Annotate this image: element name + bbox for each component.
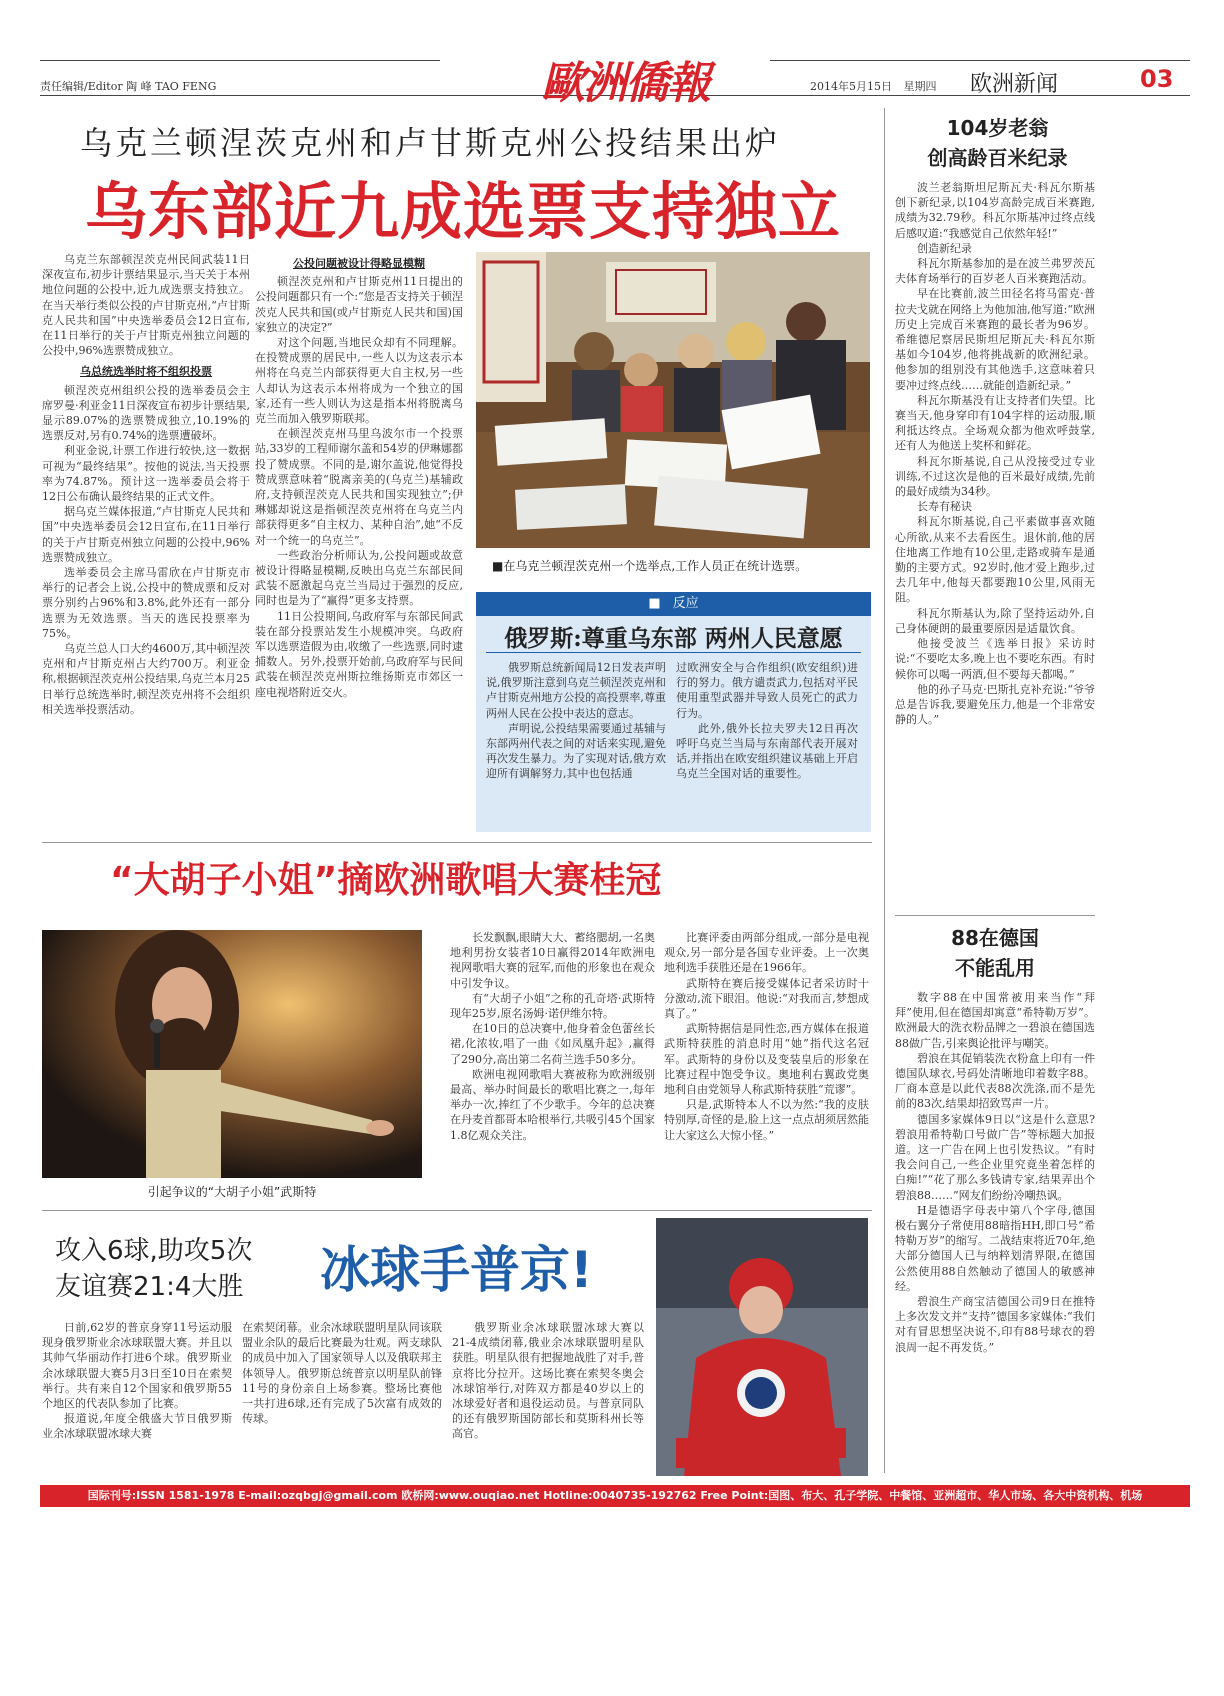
lead-col2-para: 顿涅茨克州和卢甘斯克州11日提出的公投问题都只有一个:“您是否支持关于顿涅茨克人民共和国(或卢甘斯克人民共和国)国家独立的决定?” xyxy=(255,275,463,334)
story-104-para: 科瓦尔斯基认为,除了坚持运动外,自己身体硬朗的最重要原因是适量饮食。 xyxy=(895,606,1095,635)
lead-photo-caption: ■在乌克兰顿涅茨克州一个选举点,工作人员正在统计选票。 xyxy=(492,559,808,573)
lead-col1-para: 据乌克兰媒体报道,“卢甘斯克人民共和国”中央选举委员会12日宣布,在11日举行的关于卢甘斯克州独立问题的公投中,96%选票赞成独立。 xyxy=(42,505,250,564)
story-104-subhead xyxy=(895,241,1095,256)
reaction-column-1 xyxy=(486,660,666,782)
lead-col2-subhead: 公投问题被设计得略显模糊 xyxy=(293,257,425,270)
conchita-photo-caption: 引起争议的“大胡子小姐”武斯特 xyxy=(147,1185,317,1199)
story-104-subhead-text: 长寿有秘诀 xyxy=(917,500,972,514)
putin-col1-para: 报道说,年度全俄盛大节日俄罗斯业余冰球联盟冰球大赛 xyxy=(42,1412,232,1441)
putin-column-3 xyxy=(452,1320,644,1442)
putin-subhead-line-1: 攻入6球,助攻5次 xyxy=(55,1236,253,1266)
reaction-col2-para: 此外,俄外长拉夫罗夫12日再次呼吁乌克兰当局与东南部代表开展对话,并指出在欧安组织建议基础上开启乌克兰全国对话的重要性。 xyxy=(676,721,858,781)
conchita-col2-para: 只是,武斯特本人不以为然:“我的皮肤特别厚,奇怪的是,脸上这一点点胡须居然能让大家这么大惊小怪。” xyxy=(664,1098,869,1142)
section-rule-putin xyxy=(42,1210,872,1211)
putin-col3-para: 俄罗斯业余冰球联盟冰球大赛以21-4成绩闭幕,俄业余冰球联盟明星队获胜。明星队很有把握地战胜了对手,普京将比分拉开。这场比赛在索契冬奥会冰球馆举行,对阵双方都是40岁以上的冰球爱好者和退役运动员。与普京同队的还有俄罗斯国防部长和莫斯科州长等高官。 xyxy=(452,1321,644,1441)
reaction-tag-label: 反应 xyxy=(672,596,699,611)
right-column-divider xyxy=(884,108,885,1473)
lead-headline: 乌东部近九成选票支持独立 xyxy=(85,175,842,248)
reaction-col1-para: 声明说,公投结果需要通过基辅与东部两州代表之间的对话来实现,避免再次发生暴力。为了实现对话,俄方欢迎所有调解努力,其中也包括通 xyxy=(486,721,666,781)
story-104-para: 他的孙子马克·巴斯扎克补充说:“爷爷总是告诉我,要避免压力,他是一个非常安静的人。” xyxy=(895,682,1095,727)
lead-col1-para: 乌克兰东部顿涅茨克州民间武装11日深夜宣布,初步计票结果显示,当天关于本州地位问题的公投中,近九成选票支持独立。在当天举行类似公投的卢甘斯克州,“卢甘斯克人民共和国”中央选举委员会12日宣布,在11日举行的关于卢甘斯克州独立问题的公投中,96%选票赞成独立。 xyxy=(42,253,250,358)
lead-col1-para: 利亚金说,计票工作进行较快,这一数据可视为“最终结果”。按他的说法,当天投票率为74.87%。预计这一选举委员会将于12日公布确认最终结果的正式文件。 xyxy=(42,444,250,504)
page-number: 03 xyxy=(1140,65,1174,93)
story-88-para: 碧浪在其促销装洗衣粉盒上印有一件德国队球衣,号码处清晰地印着数字88。厂商本意是以此代表88次洗涤,而不是先前的83次,结果却招致骂声一片。 xyxy=(895,1051,1095,1111)
reaction-rule xyxy=(486,652,861,653)
conchita-col1-para: 在10日的总决赛中,他身着金色蕾丝长裙,化浓妆,唱了一曲《如凤凰升起》,赢得了290分,高出第二名荷兰选手50多分。 xyxy=(450,1022,655,1066)
lead-col2-para: 一些政治分析师认为,公投问题或故意被设计得略显模糊,反映出乌克兰东部民间武装不愿激起乌克兰当局过于强烈的反应,同时也是为了“赢得”更多支持票。 xyxy=(255,548,463,608)
putin-col1-para: 日前,62岁的普京身穿11号运动服现身俄罗斯业余冰球联盟大赛。并且以其帅气华丽动作打进6个球。俄罗斯业余冰球联盟大赛5月3日至10日在索契举行。共有来自12个国家和俄罗斯55个地区的代表队参加了比赛。 xyxy=(42,1321,232,1411)
hockey-player-illustration xyxy=(656,1218,868,1476)
lead-col1-subhead: 乌总统选举时将不组织投票 xyxy=(80,365,212,379)
story-104-para: 科瓦尔斯基没有让支持者们失望。比赛当天,他身穿印有104字样的运动服,顺利抵达终点。全场观众都为他欢呼鼓掌,还有人为他送上奖杯和鲜花。 xyxy=(895,393,1095,453)
lead-col2-para: 11日公投期间,乌政府军与东部民间武装在部分投票站发生小规模冲突。乌政府军以选票造假为由,收缴了一些选票,同时逮捕数人。另外,投票开始前,乌政府军与民间武装在顿涅茨克州斯拉维扬斯克市郊区一座电视塔附近交火。 xyxy=(255,609,463,699)
story-88-para: 德国多家媒体9日以“这是什么意思?碧浪用希特勒口号做广告”等标题大加报道。这一广告在网上也引发热议。“有时我会问自己,一些企业里究竟坐着怎样的白痴!”“花了那么多钱请专家,结果弄出个碧浪88……”网友们纷纷冷嘲热讽。 xyxy=(895,1112,1095,1202)
footer-text: 国际刊号:ISSN 1581-1978 E-mail:ozqbgj@gmail.com 欧桥网:www.ouqiao.net Hotline:0040735-192762 Free Point:国图、布大、孔子学院、中餐馆、亚洲超市、华人市场、各大中资机构、机场 xyxy=(87,1489,1143,1502)
lead-col1-para: 顿涅茨克州组织公投的选举委员会主席罗曼·利亚金11日深夜宣布初步计票结果,显示89.07%的选票赞成独立,10.19%的选票反对,另有0.74%的选票遭破坏。 xyxy=(42,383,250,443)
lead-column-1 xyxy=(42,252,250,717)
conchita-column-1 xyxy=(450,930,655,1143)
story-104-body xyxy=(895,180,1095,727)
conchita-photo xyxy=(42,930,422,1178)
lead-col2-para: 对这个问题,当地民众却有不同理解。在投赞成票的居民中,一些人以为这表示本州将在乌克兰内部获得更大自主权,另一些人却认为这表示本州将成为一个独立的国家,还有一些人则认为这是指本州将脱离乌克兰而加入俄罗斯联邦。 xyxy=(255,336,463,426)
lead-col2-para: 在顿涅茨克州马里乌波尔市一个投票站,33岁的工程师谢尔盖和54岁的伊琳娜都投了赞成票。不同的是,谢尔盖说,他觉得投赞成票意味着“脱离亲美的(乌克兰)基辅政府,支持顿涅茨克人民共和国实现独立”;伊琳娜却说这是指顿涅茨克州将在乌克兰内部获得更多“自主权力、某种自治”,她“不反对一个统一的乌克兰”。 xyxy=(255,427,463,547)
issue-date-value: 2014年5月15日 xyxy=(810,80,892,93)
story-104-subhead xyxy=(895,499,1095,514)
lead-kicker: 乌克兰顿涅茨克州和卢甘斯克州公投结果出炉 xyxy=(80,124,781,162)
story-88-headline-1: 88在德国 xyxy=(951,926,1039,950)
story-88-para: 数字88在中国常被用来当作“拜拜”使用,但在德国却寓意“希特勒万岁”。欧洲最大的洗衣粉品牌之一碧浪在德国选88做广告,引来舆论批评与嘲笑。 xyxy=(895,991,1095,1050)
putin-headline: 冰球手普京! xyxy=(320,1241,593,1299)
lead-col1-para: 选举委员会主席马雷欣在卢甘斯克市举行的记者会上说,公投中的赞成票和反对票分别约占96%和3.8%,此外还有一部分选票为无效选票。当天的选民投票率为75%。 xyxy=(42,566,250,640)
reaction-headline: 俄罗斯:尊重乌东部 两州人民意愿 xyxy=(504,625,843,652)
story-104-para: 波兰老翁斯坦尼斯瓦夫·科瓦尔斯基创下新纪录,以104岁高龄完成百米赛跑,成绩为32.79秒。科瓦尔斯基冲过终点线后感叹道:“我感觉自己依然年轻!” xyxy=(895,181,1095,240)
conchita-illustration xyxy=(42,930,422,1178)
footer-bar xyxy=(40,1485,1190,1507)
header-top-rule-right xyxy=(770,60,1190,61)
header-top-rule xyxy=(40,60,440,61)
issue-date xyxy=(810,78,937,94)
story-104-para: 早在比赛前,波兰田径名将马雷克·普拉夫戈就在网络上为他加油,他写道:“欧洲历史上完成百米赛跑的最长者为96岁。希维德尼察居民斯坦尼斯瓦夫·科瓦尔斯基如今104岁,他将挑战新的欧洲纪录。他参加的组别没有其他选手,这意味着只要冲过终点线……就能创造新纪录。” xyxy=(895,287,1095,392)
putin-column-2 xyxy=(242,1320,442,1426)
story-88-para: H是德语字母表中第八个字母,德国极右翼分子常使用88暗指HH,即口号“希特勒万岁”的缩写。二战结束将近70年,绝大部分德国人已与纳粹划清界限,在德国公然使用88自然触动了德国人的敏感神经。 xyxy=(895,1203,1095,1293)
story-104-subhead-text: 创造新纪录 xyxy=(917,241,972,255)
story-88-para: 碧浪生产商宝洁德国公司9日在推特上多次发文并“支持”德国多家媒体:“我们对有冒思想坚决说不,印有88号球衣的碧浪周一起不再发货。” xyxy=(895,1295,1095,1354)
story-104-headline-1: 104岁老翁 xyxy=(946,116,1049,140)
conchita-col2-para: 比赛评委由两部分组成,一部分是电视观众,另一部分是各国专业评委。上一次奥地利选手获胜还是在1966年。 xyxy=(664,931,869,975)
story-88-headline-2: 不能乱用 xyxy=(955,956,1035,980)
vote-counting-illustration xyxy=(476,252,870,548)
story-104-para: 科瓦尔斯基说,自己从没接受过专业训练,不过这次是他的百米最好成绩,先前的最好成绩为34秒。 xyxy=(895,454,1095,499)
page-header xyxy=(40,55,1190,109)
story-104-para: 科瓦尔斯基说,自己平素做事喜欢随心所欲,从来不去看医生。退休前,他的居住地离工作地有10公里,走路或骑车是通勤的主要方式。92岁时,他才爱上跑步,过去几年中,他每天都要跑10公里,风雨无阻。 xyxy=(895,515,1095,605)
reaction-tag xyxy=(476,592,871,616)
square-bullet-icon: ■ xyxy=(648,596,661,611)
conchita-col1-para: 有“大胡子小姐”之称的孔奇塔·武斯特现年25岁,原名汤姆·诺伊维尔特。 xyxy=(450,991,655,1021)
conchita-col1-para: 欧洲电视网歌唱大赛被称为欧洲级别最高、举办时间最长的歌唱比赛之一,每年举办一次,捧红了不少歌手。今年的总决赛在丹麦首都哥本哈根举行,共吸引45个国家1.8亿观众关注。 xyxy=(450,1067,655,1142)
story-104-para: 他接受波兰《选举日报》采访时说:“不要吃太多,晚上也不要吃东西。有时候你可以喝一两酒,但不要每天都喝。” xyxy=(895,637,1095,681)
story-88-rule xyxy=(895,915,1095,916)
editor-credit: 责任编辑/Editor 陶 峰 TAO FENG xyxy=(40,80,217,93)
story-104-headline-2: 创高龄百米纪录 xyxy=(927,146,1068,170)
masthead-logo: 歐洲僑報 xyxy=(541,58,709,109)
reaction-col2-para: 过欧洲安全与合作组织(欧安组织)进行的努力。俄方谴责武力,包括对平民使用重型武器并导致人员死亡的武力行为。 xyxy=(676,661,858,720)
story-88-body xyxy=(895,990,1095,1355)
issue-weekday: 星期四 xyxy=(903,80,937,93)
putin-col2-para: 在索契闭幕。业余冰球联盟明星队同该联盟业余队的最后比赛最为壮观。两支球队的成员中加入了国家领导人以及俄联邦主体领导人。俄罗斯总统普京以明星队前锋11号的身份亲自上场参赛。整场比赛他一共打进6球,还有完成了5次富有成效的传球。 xyxy=(242,1321,442,1426)
section-name: 欧洲新闻 xyxy=(970,72,1059,97)
reaction-col1-para: 俄罗斯总统新闻局12日发表声明说,俄罗斯注意到乌克兰顿涅茨克州和卢甘斯克州地方公投的高投票率,尊重两州人民在公投中表达的意志。 xyxy=(486,661,666,720)
conchita-headline: “大胡子小姐”摘欧洲歌唱大赛桂冠 xyxy=(110,860,662,901)
lead-photo-vote-counting xyxy=(476,252,870,548)
story-104-para: 科瓦尔斯基参加的是在波兰弗罗茨瓦夫体育场举行的百岁老人百米赛跑活动。 xyxy=(895,257,1095,286)
putin-column-1 xyxy=(42,1320,232,1442)
putin-hockey-photo xyxy=(656,1218,868,1476)
conchita-col2-para: 武斯特在赛后接受媒体记者采访时十分激动,流下眼泪。他说:“对我而言,梦想成真了。” xyxy=(664,976,869,1021)
lead-column-2 xyxy=(255,256,463,700)
conchita-column-2 xyxy=(664,930,869,1143)
conchita-col2-para: 武斯特据信是同性恋,西方媒体在报道武斯特获胜的消息时用“她”指代这名冠军。武斯特的身份以及变装皇后的形象在比赛过程中饱受争议。奥地利右翼政党奥地利自由党领导人称武斯特获胜“荒谬”。 xyxy=(664,1022,869,1097)
putin-subhead-line-2: 友谊赛21:4大胜 xyxy=(55,1272,244,1302)
lead-col1-para: 乌克兰总人口大约4600万,其中顿涅茨克州和卢甘斯克州占大约700万。利亚金称,根据顿涅茨克州公投结果,乌克兰本月25日举行总统选举时,顿涅茨克州将不会组织相关选举投票活动。 xyxy=(42,642,250,716)
section-rule-conchita xyxy=(42,842,872,843)
conchita-col1-para: 长发飘飘,眼睛大大、蓄络腮胡,一名奥地利男扮女装者10日赢得2014年欧洲电视网歌唱大赛的冠军,而他的形象也在观众中引发争议。 xyxy=(450,931,655,990)
reaction-column-2 xyxy=(676,660,858,782)
reaction-box xyxy=(476,592,871,832)
